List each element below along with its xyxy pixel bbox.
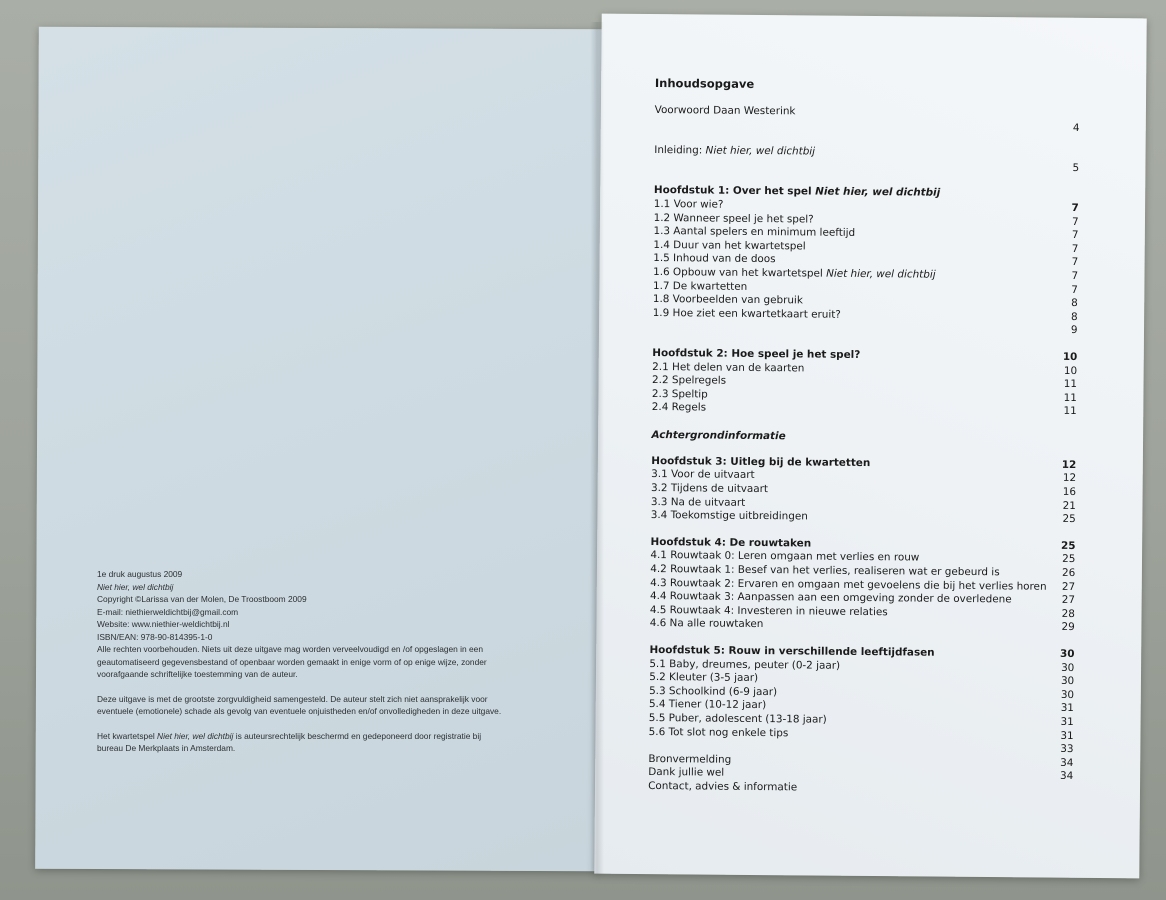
toc-chapter-1: Hoofdstuk 1: Over het spel Niet hier, wel dichtbij xyxy=(653,184,941,200)
toc-item: 2.2 Spelregels 11 xyxy=(652,374,1078,391)
toc-item: 5.5 Puber, adolescent (13-18 jaar) 31 xyxy=(648,711,1074,729)
booklet-spine xyxy=(590,22,604,874)
toc-item: Contact, advies & informatie xyxy=(648,779,798,794)
toc-item: 4.3 Rouwtaak 2: Ervaren en omgaan met gevoelens die bij het verlies horen 27 xyxy=(650,576,1076,593)
toc-item: 2.1 Het delen van de kaarten 10 xyxy=(652,360,1078,377)
care-line: Deze uitgave is met de grootste zorgvuldigheid samengesteld. De auteur stelt zich niet aansprakelijk voor xyxy=(97,693,488,704)
colophon xyxy=(97,568,527,755)
game-title: Niet hier, wel dichtbij xyxy=(97,581,174,592)
toc-item: 1.9 Hoe ziet een kwartetkaart eruit? 8 xyxy=(652,306,1078,323)
toc-item: 5.4 Tiener (10-12 jaar) 31 xyxy=(648,698,1075,715)
toc-page-number: 5 xyxy=(1072,161,1080,174)
toc-chapter-5: Hoofdstuk 5: Rouw in verschillende leeftijdfasen 30 xyxy=(649,643,1075,661)
trademark-line: Het kwartetspel Niet hier, wel dichtbij is auteursrechtelijk beschermd en gedeponeerd door registratie bij xyxy=(97,730,482,741)
toc-page-number: 33 xyxy=(1060,743,1074,756)
website-line: Website: www.niethier-weldichtbij.nl xyxy=(97,619,230,629)
toc-item: 3.2 Tijdens de uitvaart 16 xyxy=(650,482,1077,499)
care-line: eventuele (emotionele) schade als gevolg van eventuele onjuistheden en/of onvolledigheden in deze uitgave. xyxy=(97,706,502,716)
rights-line: geautomatiseerd gegevensbestand of openbaar worden gemaakt in enige vorm of op enige wijze, zonder xyxy=(97,656,487,667)
isbn-line: ISBN/EAN: 978-90-814395-1-0 xyxy=(97,631,213,642)
toc-item: 3.3 Na de uitvaart 21 xyxy=(650,495,1076,512)
copyright-line: Copyright ©Larissa van der Molen, De Troostboom 2009 xyxy=(97,594,307,604)
toc-item: 5.2 Kleuter (3-5 jaar) 30 xyxy=(649,671,1075,688)
toc-item: Dank jullie wel 34 xyxy=(648,766,1074,783)
toc-page-number: 4 xyxy=(1072,121,1080,134)
toc-item: 4.6 Na alle rouwtaken 29 xyxy=(649,617,1075,634)
rights-line: voorafgaande schriftelijke toestemming van de auteur. xyxy=(97,669,298,679)
toc-chapter-4: Hoofdstuk 4: De rouwtaken 25 xyxy=(650,535,1076,552)
toc-item: 1.8 Voorbeelden van gebruik 8 xyxy=(652,293,1078,310)
toc-item: Bronvermelding 34 xyxy=(648,752,1074,769)
toc-chapter-2: Hoofdstuk 2: Hoe speel je het spel? 10 xyxy=(652,346,1078,363)
toc-item: 1.4 Duur van het kwartetspel 7 xyxy=(653,238,1079,255)
toc-entry-intro: Inleiding: Niet hier, wel dichtbij xyxy=(654,144,816,158)
table-of-contents xyxy=(648,76,1080,798)
email-line: E-mail: niethierweldichtbij@gmail.com xyxy=(97,606,239,617)
toc-item: 3.1 Voor de uitvaart 12 xyxy=(651,468,1077,485)
toc-entry-foreword: Voorwoord Daan Westerink xyxy=(654,103,796,118)
toc-item: 1.2 Wanneer speel je het spel? 7 xyxy=(653,211,1079,228)
toc-item: 1.3 Aantal spelers en minimum leeftijd 7 xyxy=(653,225,1079,242)
toc-item: 1.1 Voor wie? 7 xyxy=(653,197,1079,215)
toc-item: 1.6 Opbouw van het kwartetspel Niet hier, wel dichtbij 7 xyxy=(653,265,1079,283)
edition-line: 1e druk augustus 2009 xyxy=(97,569,183,579)
toc-section-heading: Achtergrondinformatie xyxy=(651,428,786,443)
toc-item: 4.2 Rouwtaak 1: Besef van het verlies, realiseren wat er gebeurd is 26 xyxy=(650,563,1076,580)
toc-item: 2.4 Regels 11 xyxy=(651,401,1077,418)
toc-item: 2.3 Speltip 11 xyxy=(651,387,1077,404)
rights-line: Alle rechten voorbehouden. Niets uit deze uitgave mag worden verveelvoudigd en /of opgeslagen in een xyxy=(97,644,483,654)
toc-item: 5.1 Baby, dreumes, peuter (0-2 jaar) 30 xyxy=(649,657,1075,674)
toc-chapter-3: Hoofdstuk 3: Uitleg bij de kwartetten 12 xyxy=(651,454,1077,471)
toc-item: 1.7 De kwartetten 7 xyxy=(652,279,1079,296)
toc-item: 3.4 Toekomstige uitbreidingen 25 xyxy=(650,509,1076,526)
toc-title: Inhoudsopgave xyxy=(654,76,755,91)
trademark-line: bureau De Merkplaats in Amsterdam. xyxy=(97,743,236,753)
toc-item: 1.5 Inhoud van de doos 7 xyxy=(653,252,1079,269)
toc-item: 5.3 Schoolkind (6-9 jaar) 30 xyxy=(649,684,1075,701)
toc-page-number: 9 xyxy=(1070,324,1078,337)
toc-item: 5.6 Tot slot nog enkele tips 31 xyxy=(648,725,1074,742)
toc-item: 4.4 Rouwtaak 3: Aanpassen aan een omgeving zonder de overledene 27 xyxy=(649,590,1076,607)
toc-item: 4.1 Rouwtaak 0: Leren omgaan met verlies en rouw 25 xyxy=(650,549,1076,566)
toc-item: 4.5 Rouwtaak 4: Investeren in nieuwe relaties 28 xyxy=(649,603,1075,620)
